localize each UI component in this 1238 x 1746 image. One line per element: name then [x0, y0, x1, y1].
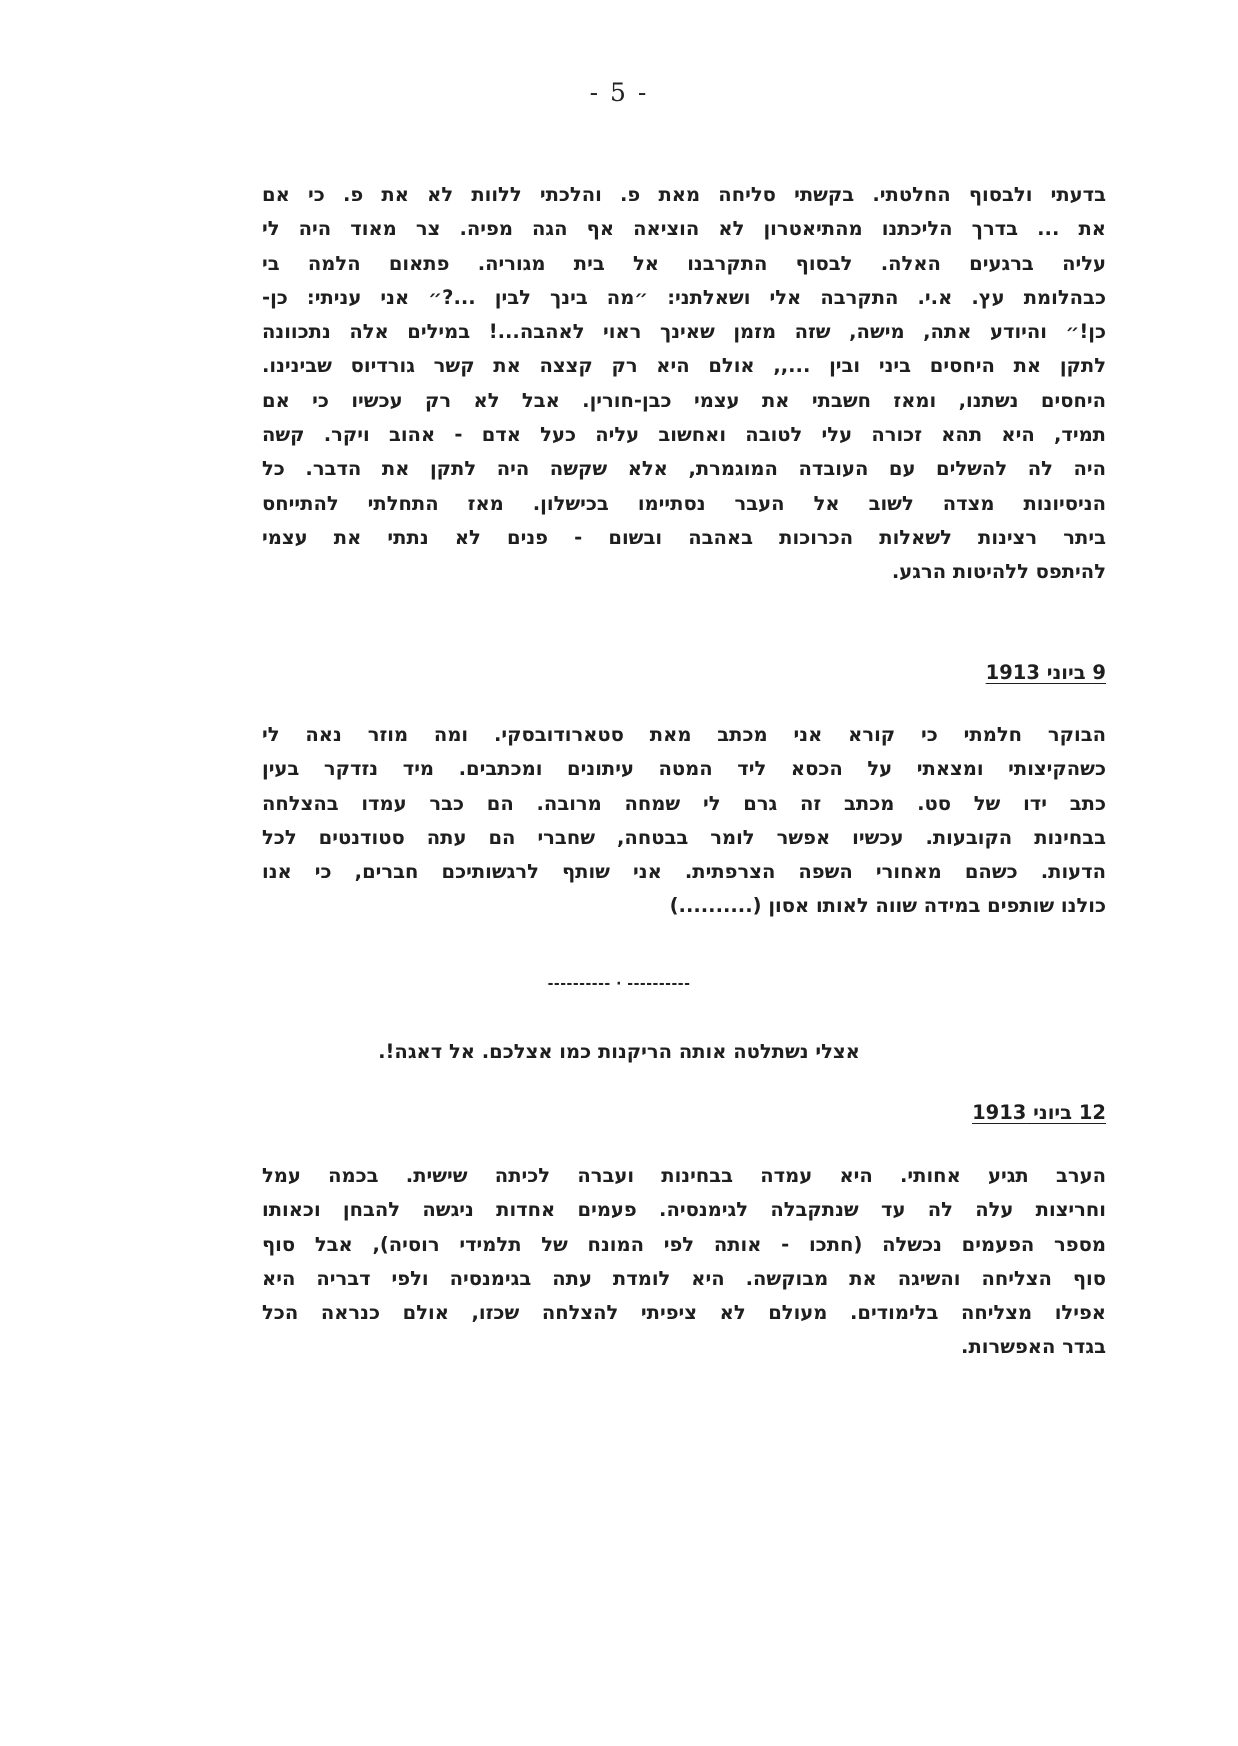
- text-line: להיתפס ללהיטות הרגע.: [891, 560, 1106, 584]
- paragraph-continuation: [262, 178, 1106, 590]
- text-line: לתקן את היחסים ביני ובין ...,, אולם היא רק קצצה את קשר גורדיוס שבינינו.: [262, 354, 1106, 378]
- text-line: היחסים נשתנו, ומאז חשבתי את עצמי כבן-חורין. אבל לא רק עכשיו כי אם: [262, 388, 1106, 412]
- section-separator: ---------- · ----------: [547, 976, 691, 992]
- text-line: תמיד, היא תהא זכורה עלי לטובה ואחשוב עליה כעל אדם - אהוב ויקר. קשה: [262, 423, 1106, 447]
- diary-entry-paragraph: [262, 718, 1106, 924]
- text-line: אפילו מצליחה בלימודים. מעולם לא ציפיתי להצלחה שכזו, אולם כנראה הכל: [262, 1301, 1106, 1325]
- text-line: הדעות. כשהם מאחורי השפה הצרפתית. אני שותף לרגשותיכם חברים, כי אנו: [262, 860, 1106, 884]
- diary-entry-paragraph: [262, 1159, 1106, 1365]
- text-line: היה לה להשלים עם העובדה המוגמרת, אלא שקשה היה לתקן את הדבר. כל: [262, 457, 1106, 481]
- text-line: בגדר האפשרות.: [961, 1335, 1106, 1359]
- text-line: סוף הצליחה והשיגה את מבוקשה. היא לומדת עתה בגימנסיה ולפי דבריה היא: [262, 1266, 1106, 1290]
- text-line: ביתר רצינות לשאלות הכרוכות באהבה ובשום - פנים לא נתתי את עצמי: [262, 525, 1106, 549]
- page-number: - 5 -: [589, 78, 649, 107]
- text-line: כולנו שותפים במידה שווה לאותו אסון (..........): [669, 894, 1106, 918]
- text-line: וחריצות עלה לה עד שנתקבלה לגימנסיה. פעמים אחדות ניגשה להבחן וכאותו: [262, 1198, 1106, 1222]
- text-line: את ... בדרך הליכתנו מהתיאטרון לא הוציאה אף הגה מפיה. צר מאוד היה לי: [262, 217, 1106, 241]
- text-line: כתב ידו של סט. מכתב זה גרם לי שמחה מרובה. הם כבר עמדו בהצלחה: [262, 791, 1106, 815]
- text-line: בדעתי ולבסוף החלטתי. בקשתי סליחה מאת פ. והלכתי ללוות לא את פ. כי אם: [262, 183, 1106, 206]
- text-line: הבוקר חלמתי כי קורא אני מכתב מאת סטארודובסקי. ומה מוזר נאה לי: [262, 723, 1106, 746]
- text-line: כן!״ והיודע אתה, מישה, שזה מזמן שאינך ראוי לאהבה...! במילים אלה נתכוונה: [262, 320, 1106, 344]
- diary-date-heading: 12 ביוני 1913: [972, 1101, 1106, 1124]
- text-line: כבהלומת עץ. א.י. התקרבה אלי ושאלתני: ״מה בינך לבין ...?״ אני עניתי: כן-: [262, 285, 1106, 309]
- text-line: בבחינות הקובעות. עכשיו אפשר לומר בבטחה, שחברי הם עתה סטודנטים לכל: [262, 825, 1106, 849]
- text-line: עליה ברגעים האלה. לבסוף התקרבנו אל בית מגוריה. פתאום הלמה בי: [262, 251, 1106, 275]
- text-line: הניסיונות מצדה לשוב אל העבר נסתיימו בכישלון. מאז התחלתי להתייחס: [262, 491, 1106, 515]
- text-line: כשהקיצותי ומצאתי על הכסא ליד המטה עיתונים ומכתבים. מיד נזדקר בעין: [262, 757, 1106, 781]
- centered-note: אצלי נשתלטה אותה הריקנות כמו אצלכם. אל דאגה!.: [378, 1040, 860, 1063]
- text-line: מספר הפעמים נכשלה (חתכו - אותה לפי המונח של תלמידי רוסיה), אבל סוף: [262, 1232, 1106, 1256]
- diary-date-heading: 9 ביוני 1913: [985, 661, 1106, 684]
- text-line: הערב תגיע אחותי. היא עמדה בבחינות ועברה לכיתה שישית. בכמה עמל: [262, 1164, 1106, 1187]
